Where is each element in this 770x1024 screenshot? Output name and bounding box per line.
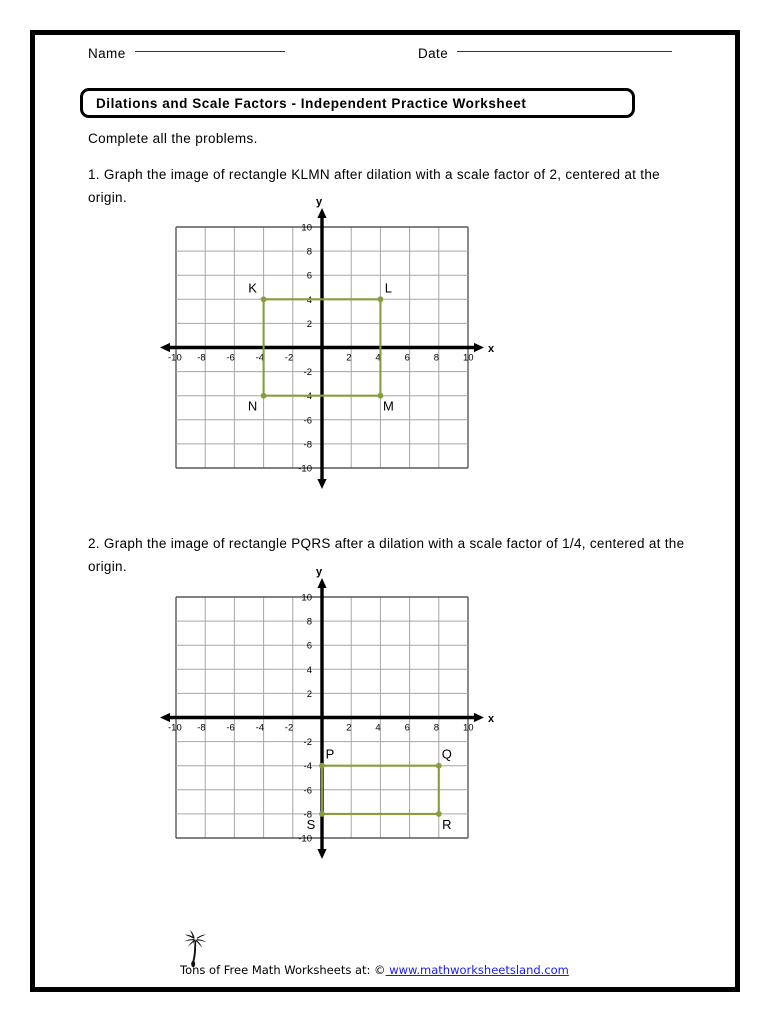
x-axis-arrow-left [160,713,170,722]
x-tick-label: 2 [346,722,352,734]
x-axis-label: x [488,713,495,725]
x-tick-label: 10 [463,722,474,734]
vertex-point [319,763,325,769]
problem-2-prompt: 2. Graph the image of rectangle PQRS after a dilation with a scale factor of 1/4, centered at the origin. [88,536,685,574]
vertex-label: L [384,280,393,296]
y-axis-label: y [315,196,323,208]
y-axis-arrow-up [317,578,326,588]
y-tick-label: 8 [306,616,312,628]
date-input-line[interactable] [457,51,672,52]
y-tick-label: -2 [303,367,312,379]
y-tick-label: -4 [303,391,312,403]
x-tick-label: 6 [404,352,410,364]
y-tick-label: 6 [306,640,312,652]
x-axis-label: x [488,343,495,355]
x-axis-arrow-left [160,343,170,352]
x-tick-label: 6 [404,722,410,734]
y-tick-label: -6 [303,785,312,797]
y-axis-arrow-down [317,849,326,859]
y-tick-label: -8 [303,809,312,821]
name-input-line[interactable] [135,51,285,52]
vertex-point [261,296,267,302]
name-label: Name [88,46,126,61]
x-tick-label: -6 [226,722,235,734]
coordinate-plane [160,196,495,494]
vertex-point [436,763,442,769]
x-tick-label: -10 [168,352,182,364]
page-title: Dilations and Scale Factors - Independent Practice Worksheet [96,95,527,111]
y-axis-arrow-up [317,208,326,218]
x-tick-label: 4 [375,722,381,734]
y-tick-label: 4 [306,294,312,306]
x-tick-label: -2 [284,722,294,734]
name-field-group [88,46,285,61]
vertex-label: N [247,398,258,414]
y-tick-label: -10 [298,463,312,475]
y-tick-label: -10 [298,833,312,845]
problem-1-graph [160,196,495,494]
footer [180,963,650,981]
x-tick-label: -4 [255,722,265,734]
x-tick-label: 8 [433,722,440,734]
worksheet-title-box [80,88,635,118]
x-tick-label: 8 [433,352,440,364]
y-tick-label: -4 [303,761,312,773]
coordinate-plane [160,566,495,864]
footer-text: Tons of Free Math Worksheets at: © [180,963,386,977]
vertex-point [261,393,267,399]
problem-2-graph [160,566,495,864]
vertex-point [436,811,442,817]
x-tick-label: 10 [463,352,474,364]
y-tick-label: 10 [301,592,312,604]
axes [160,578,484,859]
vertex-label: S [306,816,316,832]
y-tick-label: -6 [303,415,312,427]
x-tick-label: 2 [346,352,352,364]
name-date-row [88,46,688,68]
y-tick-label: 2 [306,318,312,330]
instruction-text: Complete all the problems. [88,131,258,146]
footer-link[interactable]: www.mathworksheetsland.com [385,963,569,977]
y-tick-label: 8 [306,246,312,258]
vertex-label: K [248,280,257,296]
vertex-point [319,811,325,817]
x-tick-label: -4 [255,352,265,364]
vertex-label: M [382,398,394,414]
y-tick-label: 2 [306,688,312,700]
y-tick-label: 10 [301,222,312,234]
y-axis-arrow-down [317,479,326,489]
y-tick-label: 6 [306,270,312,282]
y-tick-label: -8 [303,439,312,451]
date-label: Date [418,46,449,61]
vertex-label: Q [441,746,452,762]
y-tick-label: -2 [303,737,312,749]
vertex-point [378,296,384,302]
x-tick-label: 4 [375,352,381,364]
y-tick-label: 4 [306,664,312,676]
x-tick-label: -2 [284,352,294,364]
vertex-label: R [442,816,452,832]
y-axis-label: y [315,566,323,578]
problem-1-prompt: 1. Graph the image of rectangle KLMN after dilation with a scale factor of 2, centered at the origin. [88,167,660,205]
x-tick-label: -6 [226,352,235,364]
date-field-group [418,46,672,61]
vertex-label: P [325,746,335,762]
axes [160,208,484,489]
x-tick-label: -8 [197,352,206,364]
x-tick-label: -8 [197,722,206,734]
x-tick-label: -10 [168,722,182,734]
